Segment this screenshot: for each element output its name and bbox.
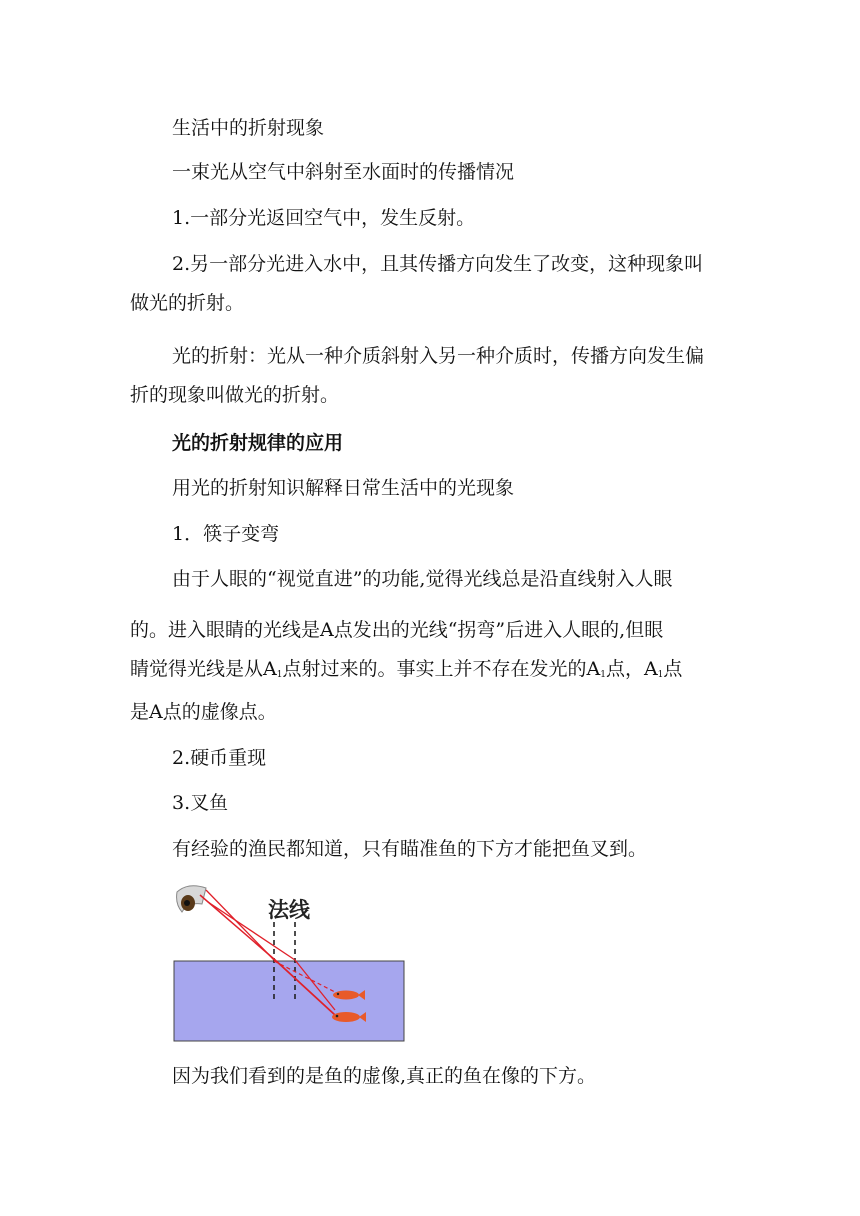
- list-item-chopsticks: 1．筷子变弯: [172, 523, 280, 545]
- section-heading: 生活中的折射现象: [172, 117, 325, 139]
- paragraph-application: 用光的折射知识解释日常生活中的光现象: [172, 477, 515, 499]
- paragraph-fishermen: 有经验的渔民都知道，只有瞄准鱼的下方才能把鱼叉到。: [172, 838, 648, 860]
- normal-label: 法线: [268, 899, 310, 922]
- paragraph-intro: 一束光从空气中斜射至水面时的传播情况: [172, 161, 515, 183]
- definition-line2: 折的现象叫做光的折射。: [130, 384, 340, 406]
- refraction-diagram: [170, 880, 410, 1045]
- definition-line1: 光的折射：光从一种介质斜射入另一种介质时，传播方向发生偏: [172, 345, 705, 367]
- paragraph-refraction-line2: 做光的折射。: [130, 292, 245, 314]
- paragraph-refraction-line1: 2.另一部分光进入水中，且其传播方向发生了改变，这种现象叫: [172, 253, 704, 275]
- section-heading-application: 光的折射规律的应用: [172, 432, 344, 454]
- third-ray: [206, 890, 274, 960]
- eye-icon: [177, 886, 206, 912]
- list-item-fish: 3.叉鱼: [172, 792, 229, 814]
- paragraph-reflection: 1.一部分光返回空气中，发生反射。: [172, 207, 476, 229]
- list-item-coin: 2.硬币重现: [172, 747, 267, 769]
- explanation-line3: 睛觉得光线是从$A_1$点射过来的。事实上并不存在发光的$A_1$点，$A_1$点: [130, 658, 683, 680]
- explanation-line1: 由于人眼的“视觉直进”的功能,觉得光线总是沿直线射入人眼: [172, 568, 673, 590]
- paragraph-conclusion: 因为我们看到的是鱼的虚像,真正的鱼在像的下方。: [172, 1065, 597, 1087]
- explanation-line4: 是A点的虚像点。: [130, 701, 277, 723]
- explanation-line2: 的。进入眼睛的光线是A点发出的光线“拐弯”后进入人眼的,但眼: [130, 619, 664, 641]
